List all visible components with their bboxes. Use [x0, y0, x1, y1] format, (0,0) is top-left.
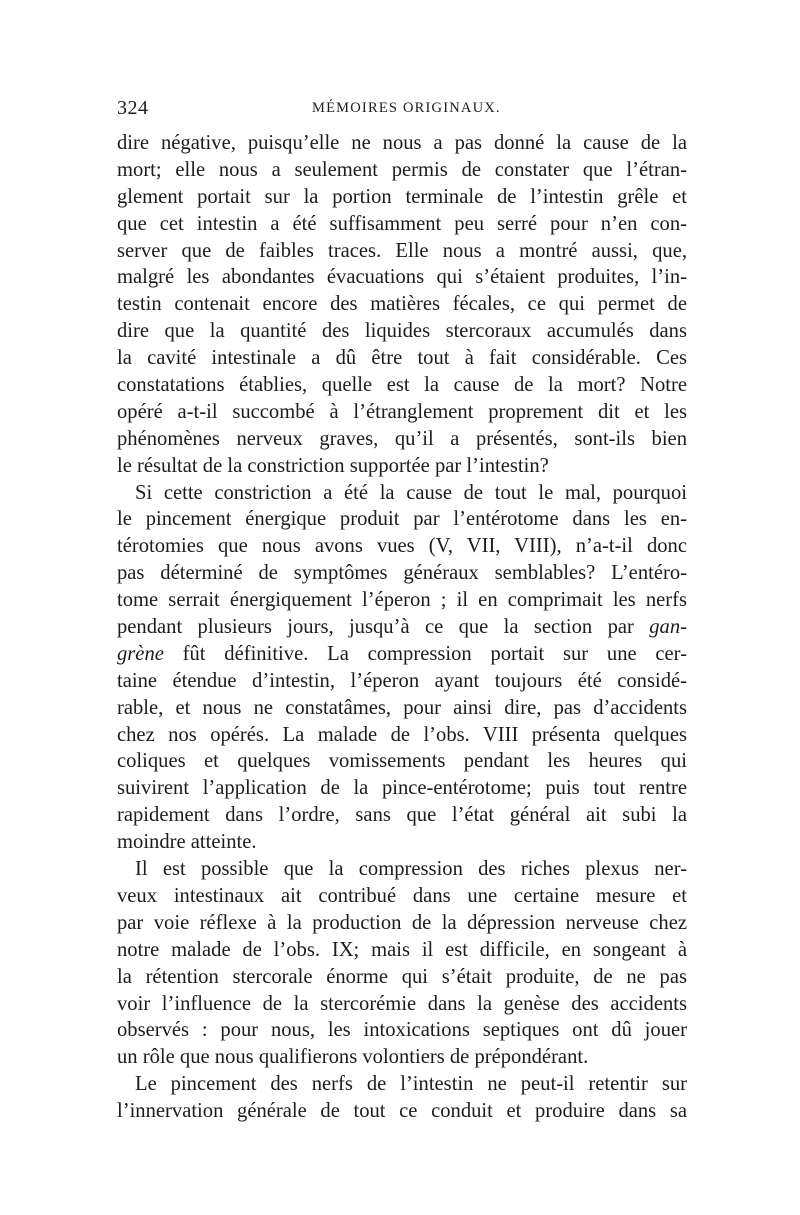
text-line: Le pincement des nerfs de l’intestin ne peut-il retentir sur: [135, 1073, 687, 1096]
text-line: veux intestinaux ait contribué dans une certaine mesure et: [117, 884, 687, 907]
text-line: opéré a-t-il succombé à l’étranglement proprement dit et les: [117, 400, 687, 423]
text-line: le pincement énergique produit par l’entérotome dans les en-: [117, 508, 687, 531]
text-line: testin contenait encore des matières fécales, ce qui permet de: [117, 293, 687, 316]
text-line: pas déterminé de symptômes généraux semblables? L’entéro-: [117, 562, 687, 585]
text-line: par voie réflexe à la production de la dépression nerveuse chez: [117, 911, 687, 934]
text-line: rable, et nous ne constatâmes, pour ainsi dire, pas d’accidents: [117, 696, 687, 719]
text-line: taine étendue d’intestin, l’éperon ayant toujours été considé-: [117, 669, 687, 692]
text-segment: pendant plusieurs jours, jusqu’à ce que la section par: [117, 616, 634, 639]
text-line: térotomies que nous avons vues (V, VII, VIII), n’a-t-il donc: [117, 535, 687, 558]
text-line: mort; elle nous a seulement permis de constater que l’étran-: [117, 158, 687, 181]
text-line: coliques et quelques vomissements pendant les heures qui: [117, 750, 687, 773]
text-line: tome serrait énergiquement l’éperon ; il en comprimait les nerfs: [117, 589, 687, 612]
running-head-title: MÉMOIRES ORIGINAUX.: [312, 100, 501, 116]
text-segment: fût définitive. La compression portait sur une cer-: [182, 642, 687, 665]
page-number: 324: [117, 97, 149, 119]
text-line: Si cette constriction a été la cause de tout le mal, pourquoi: [135, 481, 687, 504]
text-line: le résultat de la constriction supportée par l’intestin?: [117, 454, 549, 477]
text-line: malgré les abondantes évacuations qui s’étaient produites, l’in-: [117, 266, 687, 289]
text-line: phénomènes nerveux graves, qu’il a présentés, sont-ils bien: [117, 427, 687, 450]
text-line: [117, 641, 687, 668]
text-line: voir l’influence de la stercorémie dans la genèse des accidents: [117, 992, 687, 1015]
body-text: [117, 130, 687, 1125]
text-line: observés : pour nous, les intoxications septiques ont dû jouer: [117, 1019, 687, 1042]
text-line: notre malade de l’obs. IX; mais il est difficile, en songeant à: [117, 938, 687, 961]
text-line: dire que la quantité des liquides stercoraux accumulés dans: [117, 320, 687, 343]
italic-word: gan-: [649, 616, 687, 639]
text-line: la cavité intestinale a dû être tout à fait considérable. Ces: [117, 347, 687, 370]
text-line: suivirent l’application de la pince-entérotome; puis tout rentre: [117, 777, 687, 800]
text-line: [117, 614, 687, 641]
text-line: un rôle que nous qualifierons volontiers de prépondérant.: [117, 1046, 589, 1069]
text-line: moindre atteinte.: [117, 831, 257, 854]
text-line: que cet intestin a été suffisamment peu serré pour n’en con-: [117, 212, 687, 235]
running-header: [117, 97, 687, 125]
text-line: dire négative, puisqu’elle ne nous a pas donné la cause de la: [117, 132, 687, 154]
text-line: rapidement dans l’ordre, sans que l’état général ait subi la: [117, 804, 687, 827]
text-line: la rétention stercorale énorme qui s’était produite, de ne pas: [117, 965, 687, 988]
text-line: chez nos opérés. La malade de l’obs. VIII présenta quelques: [117, 723, 687, 746]
text-line: server que de faibles traces. Elle nous a montré aussi, que,: [117, 239, 687, 262]
text-line: l’innervation générale de tout ce conduit et produire dans sa: [117, 1100, 687, 1123]
text-line: constatations établies, quelle est la cause de la mort? Notre: [117, 374, 687, 397]
text-line: glement portait sur la portion terminale de l’intestin grêle et: [117, 185, 687, 208]
text-line: Il est possible que la compression des riches plexus ner-: [135, 858, 687, 881]
italic-word: grène: [117, 642, 164, 665]
